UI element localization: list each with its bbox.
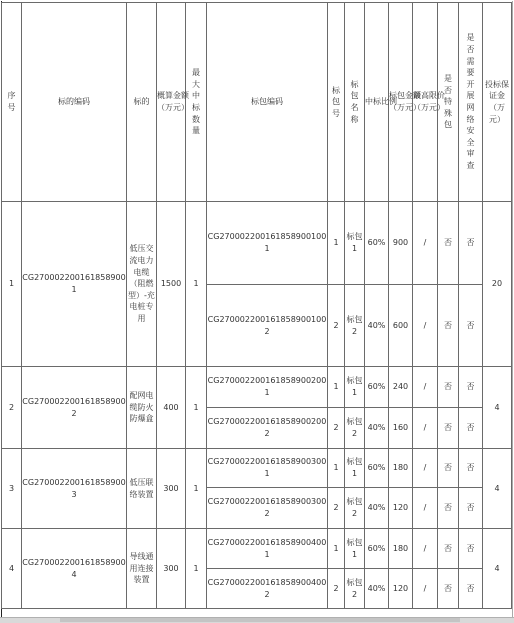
cell-budget: 400 xyxy=(157,367,186,449)
table-row xyxy=(2,367,512,408)
cell-package-code: CG2700022001618589002002 xyxy=(207,408,328,449)
cell-package-amount: 160 xyxy=(389,408,413,449)
table-row xyxy=(2,449,512,488)
cell-bid-item: 低压联络装置 xyxy=(127,449,157,529)
cell-package-code: CG2700022001618589001001 xyxy=(207,202,328,285)
cell-win-ratio: 60% xyxy=(365,529,389,569)
cell-package-code: CG2700022001618589004001 xyxy=(207,529,328,569)
cell-security: 否 xyxy=(459,202,483,285)
cell-package-amount: 120 xyxy=(389,569,413,609)
cell-package-name: 标包2 xyxy=(345,408,365,449)
cell-package-no: 2 xyxy=(328,408,345,449)
header-row xyxy=(2,3,512,202)
cell-max-price: / xyxy=(413,449,438,488)
cell-package-no: 1 xyxy=(328,367,345,408)
cell-max-price: / xyxy=(413,202,438,285)
cell-security: 否 xyxy=(459,449,483,488)
cell-package-code: CG2700022001618589001002 xyxy=(207,285,328,367)
cell-bid-item: 低压交流电力电缆（阻燃型）-充电桩专用 xyxy=(127,202,157,367)
cell-security: 否 xyxy=(459,408,483,449)
cell-package-name: 标包1 xyxy=(345,367,365,408)
cell-max-win: 1 xyxy=(186,529,207,609)
cell-budget: 300 xyxy=(157,529,186,609)
cell-bid-code: CG2700022001618589002 xyxy=(22,367,127,449)
bid-package-table xyxy=(1,2,512,609)
cell-package-name: 标包2 xyxy=(345,488,365,529)
header-win-ratio: 中标比例 xyxy=(365,3,389,202)
cell-special: 否 xyxy=(438,285,459,367)
cell-package-code: CG2700022001618589002001 xyxy=(207,367,328,408)
cell-package-amount: 180 xyxy=(389,529,413,569)
cell-max-price: / xyxy=(413,285,438,367)
cell-max-price: / xyxy=(413,367,438,408)
cell-special: 否 xyxy=(438,449,459,488)
cell-bid-code: CG2700022001618589004 xyxy=(22,529,127,609)
cell-deposit: 20 xyxy=(483,202,512,367)
header-budget: 概算金额（万元） xyxy=(157,3,186,202)
header-package-amount: 标包金额（万元） xyxy=(389,3,413,202)
cell-package-name: 标包2 xyxy=(345,285,365,367)
cell-bid-code: CG2700022001618589001 xyxy=(22,202,127,367)
cell-package-no: 1 xyxy=(328,202,345,285)
cell-package-name: 标包1 xyxy=(345,202,365,285)
cell-deposit: 4 xyxy=(483,367,512,449)
table-row xyxy=(2,529,512,569)
header-no: 序号 xyxy=(2,3,22,202)
cell-special: 否 xyxy=(438,367,459,408)
cell-package-no: 1 xyxy=(328,449,345,488)
cell-max-price: / xyxy=(413,488,438,529)
cell-package-name: 标包1 xyxy=(345,529,365,569)
cell-max-price: / xyxy=(413,529,438,569)
cell-deposit: 4 xyxy=(483,529,512,609)
cell-max-win: 1 xyxy=(186,449,207,529)
cell-security: 否 xyxy=(459,285,483,367)
cell-bid-code: CG2700022001618589003 xyxy=(22,449,127,529)
cell-bid-item: 配网电缆防火防爆盒 xyxy=(127,367,157,449)
cell-package-amount: 180 xyxy=(389,449,413,488)
header-package-no: 标包号 xyxy=(328,3,345,202)
cell-security: 否 xyxy=(459,488,483,529)
cell-special: 否 xyxy=(438,202,459,285)
header-max-price: 最高限价（万元） xyxy=(413,3,438,202)
cell-special: 否 xyxy=(438,569,459,609)
header-bid-item: 标的 xyxy=(127,3,157,202)
cell-security: 否 xyxy=(459,367,483,408)
cell-special: 否 xyxy=(438,488,459,529)
cell-package-no: 2 xyxy=(328,569,345,609)
cell-package-amount: 600 xyxy=(389,285,413,367)
cell-special: 否 xyxy=(438,408,459,449)
cell-bid-item: 导线通用连接装置 xyxy=(127,529,157,609)
cell-package-code: CG2700022001618589004002 xyxy=(207,569,328,609)
header-bid-code: 标的编码 xyxy=(22,3,127,202)
cell-package-no: 2 xyxy=(328,488,345,529)
cell-no: 4 xyxy=(2,529,22,609)
header-security: 是否需要开展网络安全审查 xyxy=(459,3,483,202)
cell-package-code: CG2700022001618589003002 xyxy=(207,488,328,529)
cell-budget: 300 xyxy=(157,449,186,529)
cell-win-ratio: 60% xyxy=(365,449,389,488)
horizontal-scrollbar[interactable] xyxy=(0,617,514,623)
cell-win-ratio: 40% xyxy=(365,569,389,609)
cell-win-ratio: 40% xyxy=(365,488,389,529)
cell-max-win: 1 xyxy=(186,367,207,449)
cell-special: 否 xyxy=(438,529,459,569)
cell-budget: 1500 xyxy=(157,202,186,367)
cell-package-no: 1 xyxy=(328,529,345,569)
header-max-win: 最大中标数量 xyxy=(186,3,207,202)
header-special: 是否特殊包 xyxy=(438,3,459,202)
cell-package-name: 标包2 xyxy=(345,569,365,609)
cell-deposit: 4 xyxy=(483,449,512,529)
cell-max-price: / xyxy=(413,569,438,609)
cell-package-name: 标包1 xyxy=(345,449,365,488)
cell-package-amount: 120 xyxy=(389,488,413,529)
cell-win-ratio: 60% xyxy=(365,367,389,408)
header-deposit: 投标保证金（万元） xyxy=(483,3,512,202)
header-package-code: 标包编码 xyxy=(207,3,328,202)
cell-no: 1 xyxy=(2,202,22,367)
cell-win-ratio: 40% xyxy=(365,408,389,449)
cell-security: 否 xyxy=(459,529,483,569)
cell-win-ratio: 60% xyxy=(365,202,389,285)
cell-max-price: / xyxy=(413,408,438,449)
cell-security: 否 xyxy=(459,569,483,609)
header-package-name: 标包名称 xyxy=(345,3,365,202)
cell-no: 2 xyxy=(2,367,22,449)
cell-win-ratio: 40% xyxy=(365,285,389,367)
cell-no: 3 xyxy=(2,449,22,529)
cell-package-code: CG2700022001618589003001 xyxy=(207,449,328,488)
table-row xyxy=(2,202,512,285)
cell-package-amount: 240 xyxy=(389,367,413,408)
cell-package-no: 2 xyxy=(328,285,345,367)
cell-max-win: 1 xyxy=(186,202,207,367)
cell-package-amount: 900 xyxy=(389,202,413,285)
scrollbar-thumb[interactable] xyxy=(60,618,460,622)
